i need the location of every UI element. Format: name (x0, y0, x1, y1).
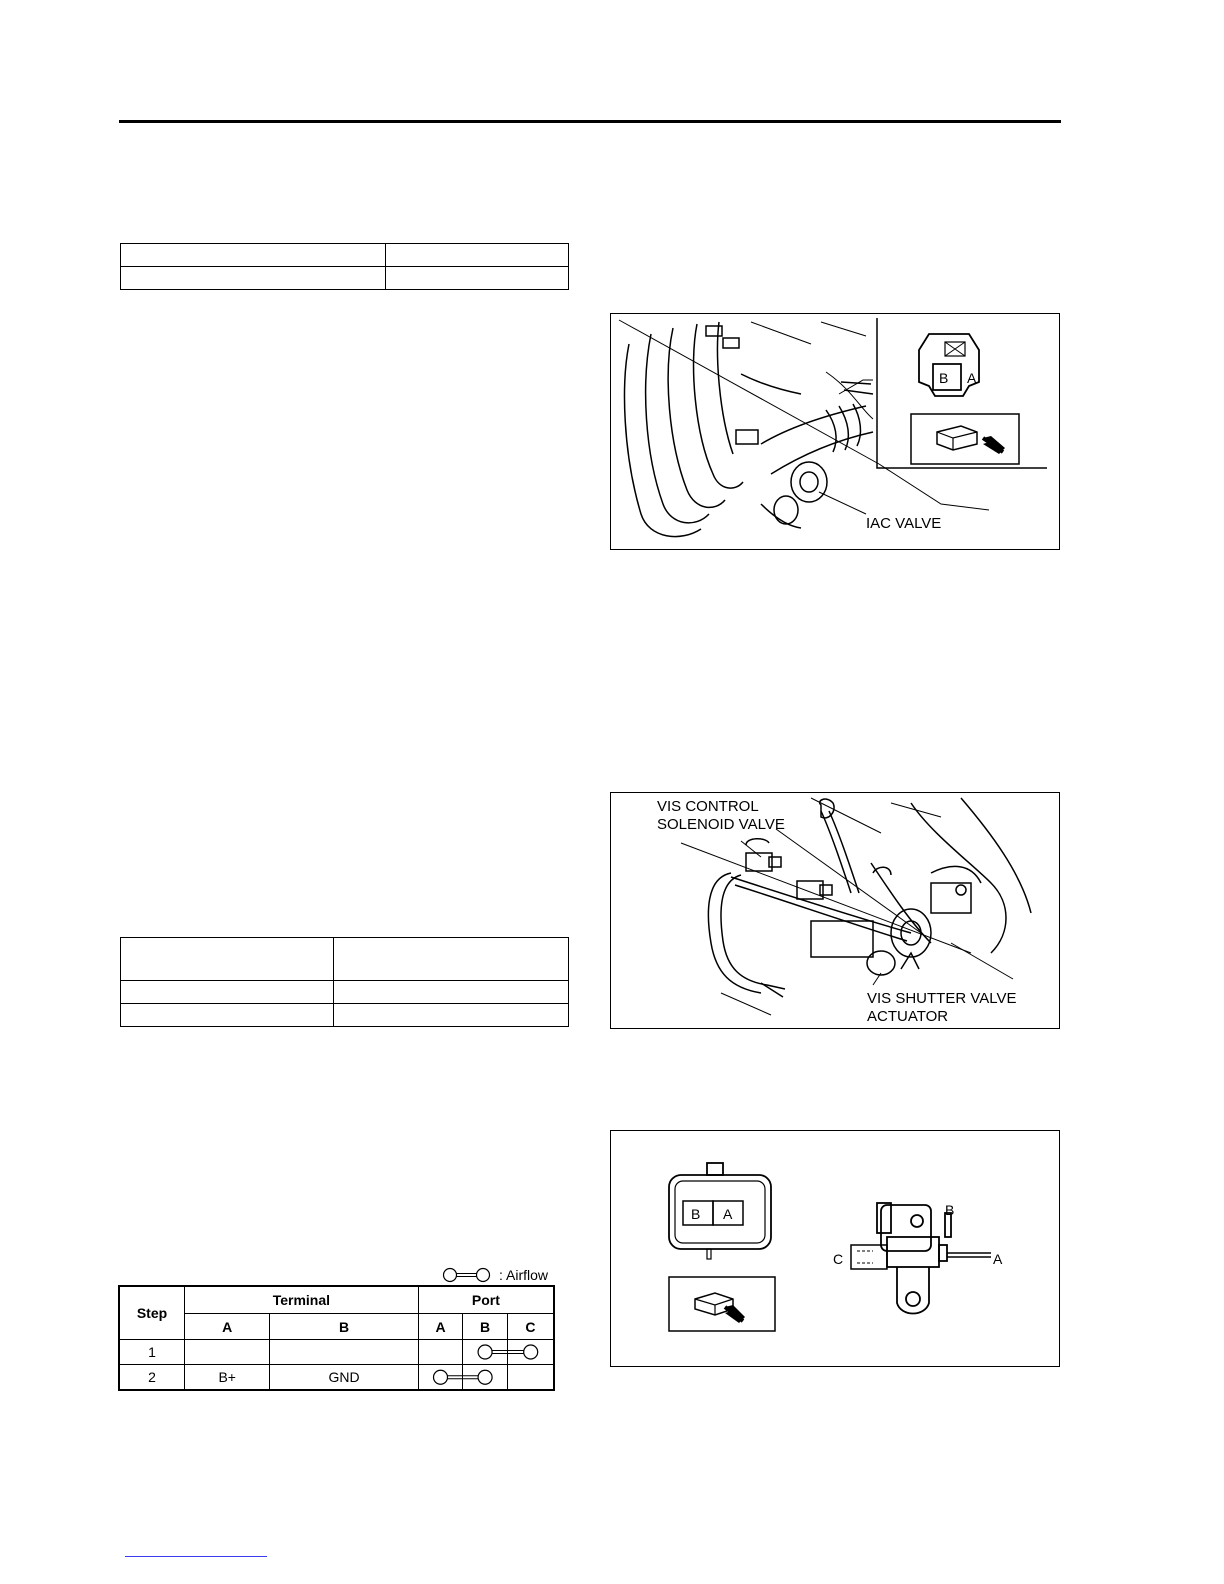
vis-system-illustration (611, 793, 1059, 1028)
port-header: Port (418, 1286, 554, 1314)
terminal-a-header: A (185, 1314, 270, 1340)
spec-table-2-cell (334, 1004, 569, 1027)
spec-table-2-cell (121, 938, 334, 981)
table-row (119, 1365, 554, 1391)
port-a-header: A (418, 1314, 463, 1340)
solenoid-connector-figure (610, 1130, 1060, 1367)
step-number: 1 (119, 1340, 185, 1365)
terminal-b-value (270, 1340, 418, 1365)
spec-table-1-cell (121, 244, 386, 267)
vis-actuator-callout-line1: VIS SHUTTER VALVE (867, 990, 1017, 1007)
terminal-a-value: B+ (185, 1365, 270, 1391)
port-c-cell (507, 1365, 554, 1391)
port-c-header: C (507, 1314, 554, 1340)
spec-table-2-cell (334, 938, 569, 981)
airflow-legend (441, 1266, 556, 1284)
terminal-header: Terminal (185, 1286, 419, 1314)
port-a-cell (418, 1365, 463, 1391)
port-b-cell (463, 1365, 508, 1391)
vis-actuator-callout-line2: ACTUATOR (867, 1008, 949, 1025)
table-row (119, 1340, 554, 1365)
header-rule (119, 120, 1061, 123)
iac-valve-figure (610, 313, 1060, 550)
iac-pin-b: B (939, 370, 949, 386)
spec-table-2 (120, 937, 569, 1027)
spec-table-2-cell (334, 981, 569, 1004)
spec-table-1-cell (386, 267, 569, 290)
spec-table-1-cell (121, 267, 386, 290)
spec-table-1 (120, 243, 569, 290)
airflow-legend-text: : Airflow (499, 1267, 549, 1283)
step-table (118, 1285, 555, 1391)
solenoid-connector-illustration (611, 1131, 1059, 1366)
solenoid-port-a-label: A (993, 1251, 1003, 1267)
port-b-header: B (463, 1314, 508, 1340)
iac-pin-a: A (967, 370, 977, 386)
iac-valve-illustration (611, 314, 1059, 549)
spec-table-2-cell (121, 981, 334, 1004)
solenoid-port-b-label: B (945, 1202, 955, 1218)
spec-table-2-cell (121, 1004, 334, 1027)
solenoid-pin-b: B (691, 1206, 701, 1222)
iac-valve-callout: IAC VALVE (866, 515, 942, 532)
terminal-a-value (185, 1340, 270, 1365)
terminal-b-header: B (270, 1314, 418, 1340)
vis-solenoid-callout-line2: SOLENOID VALVE (657, 816, 785, 833)
step-header: Step (119, 1286, 185, 1340)
airflow-symbol-icon (441, 1266, 497, 1284)
solenoid-port-c-label: C (833, 1251, 844, 1267)
port-a-cell (418, 1340, 463, 1365)
spec-table-1-cell (386, 244, 569, 267)
vis-system-figure (610, 792, 1060, 1029)
footer-link-underline (125, 1556, 267, 1557)
solenoid-pin-a: A (723, 1206, 733, 1222)
port-b-cell (463, 1340, 508, 1365)
terminal-b-value: GND (270, 1365, 418, 1391)
port-c-cell (507, 1340, 554, 1365)
step-number: 2 (119, 1365, 185, 1391)
vis-solenoid-callout-line1: VIS CONTROL (657, 798, 759, 815)
